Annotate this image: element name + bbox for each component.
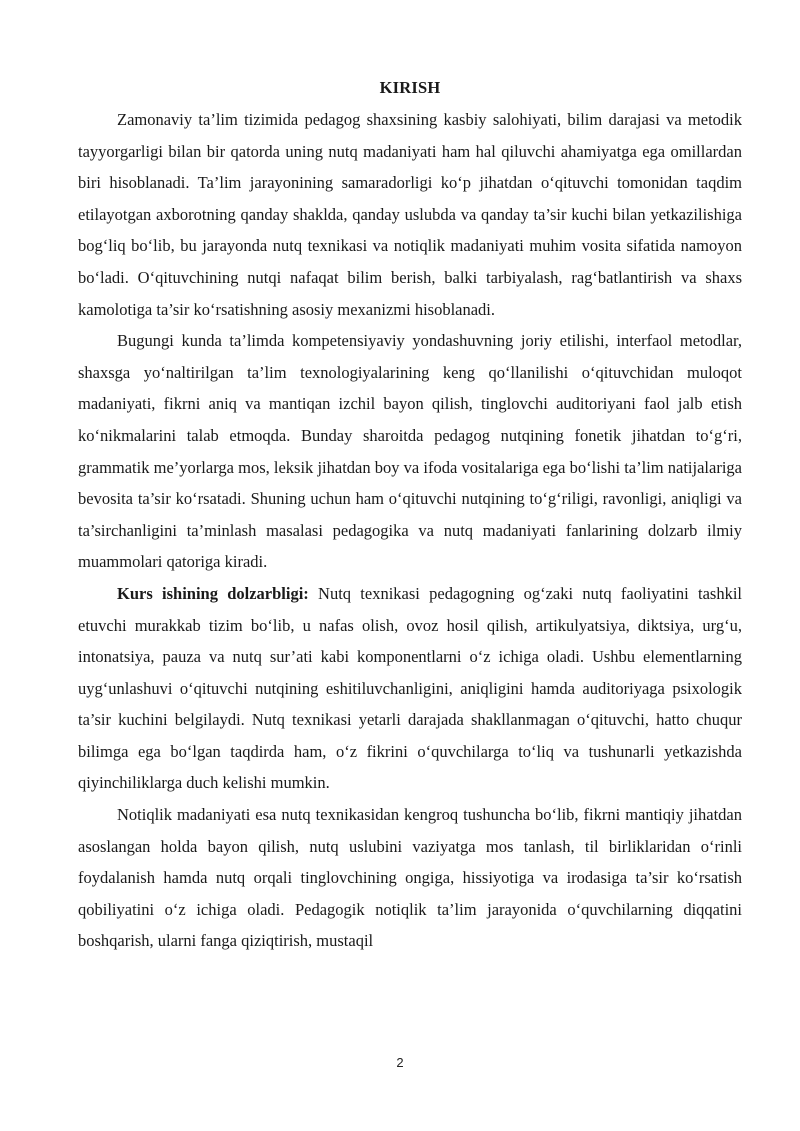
- paragraph-oratory: [78, 799, 742, 957]
- paragraph-text: Bugungi kunda ta’limda kompetensiyaviy yondashuvning joriy etilishi, interfaol metodlar, shaxsga yo‘naltirilgan ta’lim texnologiyalarining keng qo‘llanilishi o‘qituvchidan muloqot madaniyati, fikrni aniq va mantiqan izchil bayon qilish, tinglovchi auditoriyani faol jalb etish ko‘nikmalarini talab etmoqda. Bunday sharoitda pedagog nutqining fonetik jihatdan to‘g‘ri, grammatik me’yorlarga mos, leksik jihatdan boy va ifoda vositalariga ega bo‘lishi ta’lim natijalariga bevosita ta’sir ko‘rsatadi. Shuning uchun ham o‘qituvchi nutqining to‘g‘riligi, ravonligi, aniqligi va ta’sirchanligini ta’minlash masalasi pedagogika va nutq madaniyati fanlarining dolzarb ilmiy muammolari qatoriga kiradi.: [78, 331, 742, 572]
- paragraph-lead: Kurs ishining dolzarbligi:: [117, 583, 309, 603]
- paragraph-competency: [78, 325, 742, 578]
- paragraph-relevance: [78, 578, 742, 799]
- section-heading: KIRISH: [379, 78, 441, 97]
- paragraph-text: Nutq texnikasi pedagogning og‘zaki nutq faoliyatini tashkil etuvchi murakkab tizim bo‘lib, u nafas olish, ovoz hosil qilish, artikulyatsiya, diktsiya, urg‘u, intonatsiya, pauza va nutq sur’ati kabi komponentlarni o‘z ichiga oladi. Ushbu elementlarning uyg‘unlashuvi o‘qituvchi nutqining eshitiluvchanligini, aniqligini hamda auditoriyaga psixologik ta’sir kuchini belgilaydi. Nutq texnikasi yetarli darajada shakllanmagan o‘qituvchi, hatto chuqur bilimga ega bo‘lgan taqdirda ham, o‘z fikrini o‘quvchilarga to‘liq va tushunarli yetkazishda qiyinchiliklarga duch kelishi mumkin.: [78, 583, 742, 793]
- page-number: 2: [396, 1055, 404, 1070]
- paragraph-intro: [78, 104, 742, 325]
- paragraph-text: Zamonaviy ta’lim tizimida pedagog shaxsining kasbiy salohiyati, bilim darajasi va metodik tayyorgarligi bilan bir qatorda uning nutq madaniyati ham hal qiluvchi ahamiyatga ega omillardan biri hisoblanadi. Ta’lim jarayonining samaradorligi ko‘p jihatdan o‘qituvchi tomonidan taqdim etilayotgan axborotning qanday shaklda, qanday uslubda va qanday ta’sir kuchi bilan yetkazilishiga bog‘liq bo‘lib, bu jarayonda nutq texnikasi va notiqlik madaniyati muhim vosita sifatida namoyon bo‘ladi. O‘qituvchining nutqi nafaqat bilim berish, balki tarbiyalash, rag‘batlantirish va shaxs kamolotiga ta’sir ko‘rsatishning asosiy mexanizmi hisoblanadi.: [78, 110, 742, 319]
- document-page: [78, 72, 742, 957]
- paragraph-text: Notiqlik madaniyati esa nutq texnikasidan kengroq tushuncha bo‘lib, fikrni mantiqiy jihatdan asoslangan holda bayon qilish, nutq uslubini vaziyatga mos tanlash, til birliklaridan o‘rinli foydalanish hamda nutq orqali tinglovchining ongiga, hissiyotiga va irodasiga ta’sir ko‘rsatish qobiliyatini o‘z ichiga oladi. Pedagogik notiqlik ta’lim jarayonida o‘quvchilarning diqqatini boshqarish, ularni fanga qiziqtirish, mustaqil: [78, 805, 742, 951]
